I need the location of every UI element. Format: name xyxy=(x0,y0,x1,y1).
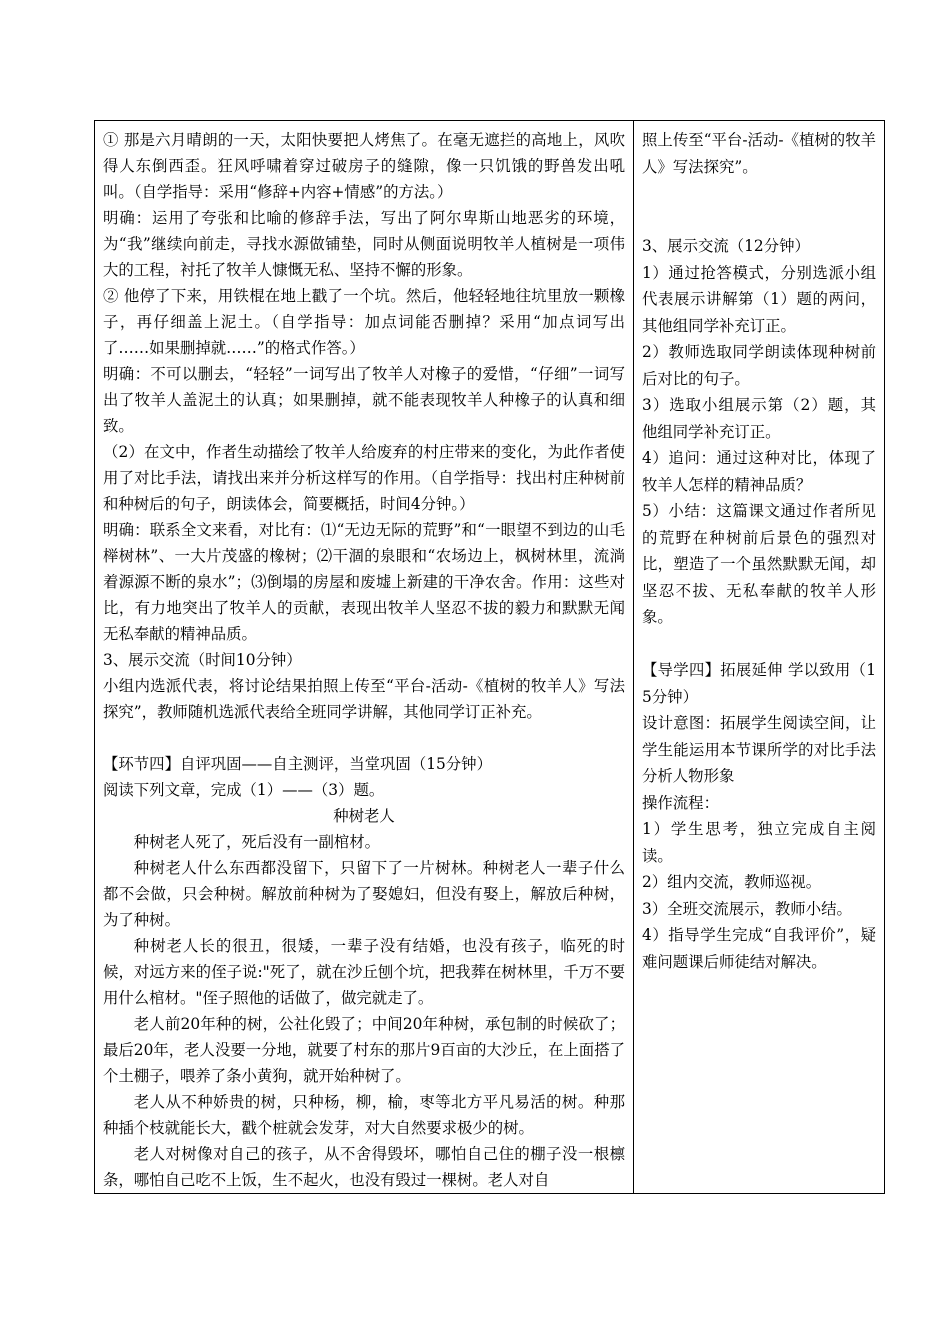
table-row xyxy=(95,121,885,1194)
teacher-guide-cell xyxy=(634,121,885,1194)
exchange-item: 1）通过抢答模式，分别选派小组代表展示讲解第（1）题的两问，其他组同学补充订正。 xyxy=(642,263,876,335)
flow-item: 3）全班交流展示，教师小结。 xyxy=(642,899,852,918)
exchange-title: 3、展示交流（12分钟） xyxy=(642,237,810,255)
lesson-plan-table xyxy=(94,120,885,1194)
upload-note: 照上传至“平台-活动-《植树的牧羊人》写法探究”。 xyxy=(642,131,876,176)
reading-instruction: 阅读下列文章，完成（1）——（3）题。 xyxy=(103,781,385,799)
flow-item: 4）指导学生完成“自我评价”，疑难问题课后师徒结对解决。 xyxy=(642,926,876,971)
exchange-heading: 3、展示交流（时间10分钟） xyxy=(103,651,302,669)
exchange-item: 4）追问：通过这种对比，体现了牧羊人怎样的精神品质？ xyxy=(642,449,876,494)
exchange-item: 3）选取小组展示第（2）题，其他组同学补充订正。 xyxy=(642,396,876,441)
flow-label: 操作流程： xyxy=(642,793,719,812)
spacer xyxy=(642,207,876,234)
story-paragraph: 种树老人什么东西都没留下，只留下了一片树林。种树老人一辈子什么都不会做，只会种树。解放前种树为了娶媳妇，但没有娶上，解放后种树，为了种树。 xyxy=(103,859,625,929)
exchange-text: 小组内选派代表，将讨论结果拍照上传至“平台-活动-《植树的牧羊人》写法探究”，教师随机选派代表给全班同学讲解，其他同学订正补充。 xyxy=(103,677,625,721)
answer-1: 明确：运用了夸张和比喻的修辞手法，写出了阿尔卑斯山地恶劣的环境，为“我”继续向前走，寻找水源做铺垫，同时从侧面说明牧羊人植树是一项伟大的工程，衬托了牧羊人慷慨无私、坚持不懈的形象。 xyxy=(103,209,625,279)
example-sentence-2: ② 他停了下来，用铁棍在地上戳了一个坑。然后，他轻轻地往坑里放一颗橡子，再仔细盖上泥土。（自学指导：加点词能否删掉？采用“加点词写出了……如果删掉就……”的格式作答。） xyxy=(103,287,625,357)
teaching-content-cell xyxy=(95,121,634,1194)
flow-item: 1）学生思考，独立完成自主阅读。 xyxy=(642,820,876,865)
spacer xyxy=(642,180,876,207)
example-sentence-1: ① 那是六月晴朗的一天，太阳快要把人烤焦了。在毫无遮拦的高地上，风吹得人东倒西歪。狂风呼啸着穿过破房子的缝隙，像一只饥饿的野兽发出吼叫。（自学指导：采用“修辞+内容+情感”的方法。） xyxy=(103,131,625,201)
story-paragraph: 老人从不种娇贵的树，只种杨，柳，榆，枣等北方平凡易活的树。种那种插个枝就能长大，戳个桩就会发芽，对大自然要求极少的树。 xyxy=(103,1093,625,1137)
story-paragraph: 老人前20年种的树，公社化毁了；中间20年种树，承包制的时候砍了；最后20年，老人没要一分地，就要了村东的那片9百亩的大沙丘，在上面搭了个土棚子，喂养了条小黄狗，就开始种树了。 xyxy=(103,1015,625,1085)
flow-item: 2）组内交流，教师巡视。 xyxy=(642,873,822,891)
section-title: 【环节四】自评巩固——自主测评，当堂巩固（15分钟） xyxy=(103,755,492,773)
guide-title: 【导学四】拓展延伸 学以致用（15分钟） xyxy=(642,661,876,706)
answer-3: 明确：联系全文来看，对比有：⑴“无边无际的荒野”和“一眼望不到边的山毛榉树林”、一大片茂盛的橡树；⑵干涸的泉眼和“农场边上，枫树林里，流淌着源源不断的泉水”；⑶倒塌的房屋和废墟上新建的干净农舍。作用：这些对比，有力地突出了牧羊人的贡献，表现出牧羊人坚忍不拔的毅力和默默无闻无私奉献的精神品质。 xyxy=(103,521,625,643)
story-paragraph: 老人对树像对自己的孩子，从不舍得毁坏，哪怕自己住的棚子没一根檩条，哪怕自己吃不上饭，生不起火，也没有毁过一棵树。老人对自 xyxy=(103,1145,625,1189)
design-intent: 设计意图：拓展学生阅读空间，让学生能运用本节课所学的对比手法分析人物形象 xyxy=(642,714,876,785)
spacer xyxy=(642,631,876,658)
question-2: （2）在文中，作者生动描绘了牧羊人给废弃的村庄带来的变化，为此作者使用了对比手法，请找出来并分析这样写的作用。（自学指导：找出村庄种树前和种树后的句子，朗读体会，简要概括，时间4分钟。） xyxy=(103,443,625,513)
story-paragraph: 种树老人长的很丑，很矮，一辈子没有结婚，也没有孩子，临死的时候，对远方来的侄子说:"死了，就在沙丘刨个坑，把我葬在树林里，千万不要用什么棺材。"侄子照他的话做了，做完就走了。 xyxy=(103,937,625,1007)
story-paragraph: 种树老人死了，死后没有一副棺材。 xyxy=(133,833,381,851)
story-title: 种树老人 xyxy=(333,807,395,825)
exchange-item: 5）小结：这篇课文通过作者所见的荒野在种树前后景色的强烈对比，塑造了一个虽然默默无闻，却坚忍不拔、无私奉献的牧羊人形象。 xyxy=(642,502,876,626)
spacer xyxy=(103,725,625,751)
answer-2: 明确：不可以删去，“轻轻”一词写出了牧羊人对橡子的爱惜，“仔细”一词写出了牧羊人盖泥土的认真；如果删掉，就不能表现牧羊人种橡子的认真和细致。 xyxy=(103,365,625,435)
exchange-item: 2）教师选取同学朗读体现种树前后对比的句子。 xyxy=(642,343,876,388)
